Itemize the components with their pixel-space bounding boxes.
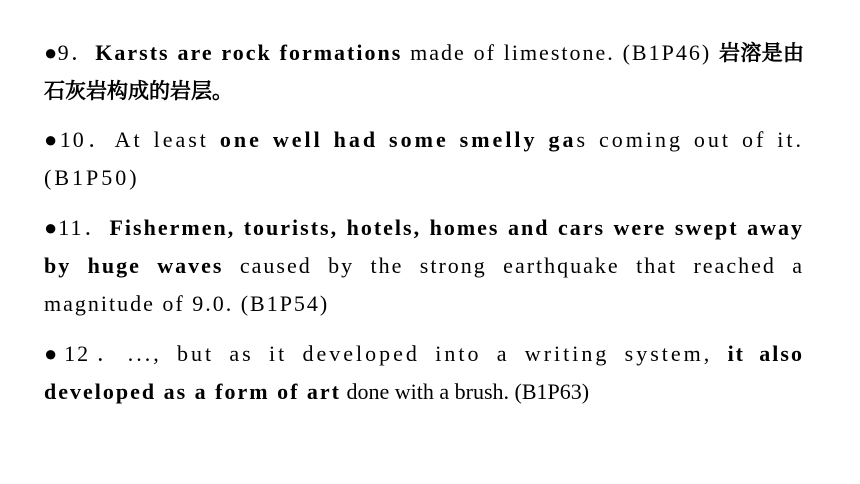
list-item-11 xyxy=(44,209,804,323)
item-text: made of limestone. (B1P46) xyxy=(402,40,719,65)
item-text: done with a brush. (B1P63) xyxy=(341,379,590,404)
item-number: 9． xyxy=(57,40,96,65)
bullet: ● xyxy=(44,341,65,366)
item-number: 10． xyxy=(59,127,115,152)
bold-phrase: it also developed as a form of art xyxy=(44,341,804,404)
list-item-9 xyxy=(44,34,804,110)
item-text-lead: At least xyxy=(114,127,220,152)
list-item-10 xyxy=(44,121,804,197)
item-text: s coming out of it. (B1P50) xyxy=(44,127,804,190)
item-text-lead: ..., but as it developed into a writing system, xyxy=(127,341,728,366)
item-number: 12． xyxy=(64,341,128,366)
bullet: ● xyxy=(44,40,58,65)
item-text: caused by the strong earthquake that reached a magnitude of 9.0. (B1P54) xyxy=(44,253,805,316)
item-number: 11． xyxy=(58,215,110,240)
bold-phrase: one well had some smelly ga xyxy=(219,127,577,152)
bold-phrase: Fishermen, tourists, hotels, homes and cars were swept away by huge waves xyxy=(44,215,804,278)
bold-phrase: Karsts are rock formations xyxy=(95,40,403,65)
bullet: ● xyxy=(44,215,59,240)
list-item-12 xyxy=(44,335,804,411)
chinese-translation: 岩溶是由石灰岩构成的岩层。 xyxy=(44,41,804,103)
bullet: ● xyxy=(44,127,60,152)
